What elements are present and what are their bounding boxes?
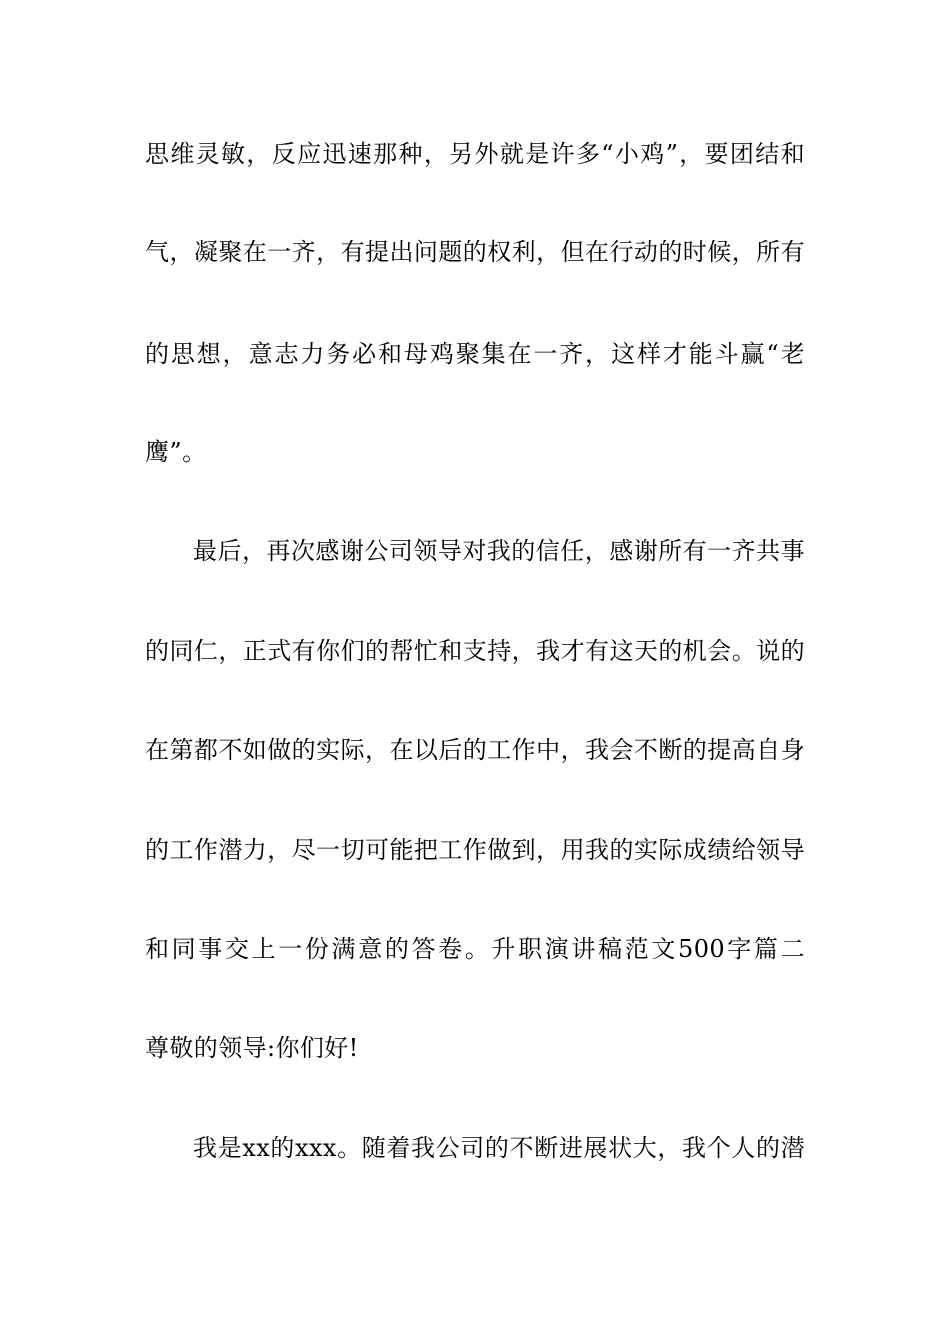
salutation-line: 尊敬的领导:你们好! [145, 1034, 359, 1062]
text-line: 气，凝聚在一齐，有提出问题的权利，但在行动的时候，所有 [145, 238, 805, 266]
text-line: 的工作潜力，尽一切可能把工作做到，用我的实际成绩给领导 [145, 836, 805, 864]
text-line: 在第都不如做的实际，在以后的工作中，我会不断的提高自身 [145, 736, 805, 764]
text-line: 鹰”。 [145, 438, 207, 466]
text-line: 和同事交上一份满意的答卷。升职演讲稿范文500字篇二 [145, 935, 805, 963]
paragraph-first-line: 我是xx的xxx。随着我公司的不断进展状大，我个人的潜 [193, 1134, 805, 1162]
paragraph-first-line: 最后，再次感谢公司领导对我的信任，感谢所有一齐共事 [193, 537, 805, 565]
text-line: 的同仁，正式有你们的帮忙和支持，我才有这天的机会。说的 [145, 637, 805, 665]
text-line: 思维灵敏，反应迅速那种，另外就是许多“小鸡”，要团结和 [145, 140, 805, 168]
text-line: 的思想，意志力务必和母鸡聚集在一齐，这样才能斗赢“老 [145, 340, 805, 368]
